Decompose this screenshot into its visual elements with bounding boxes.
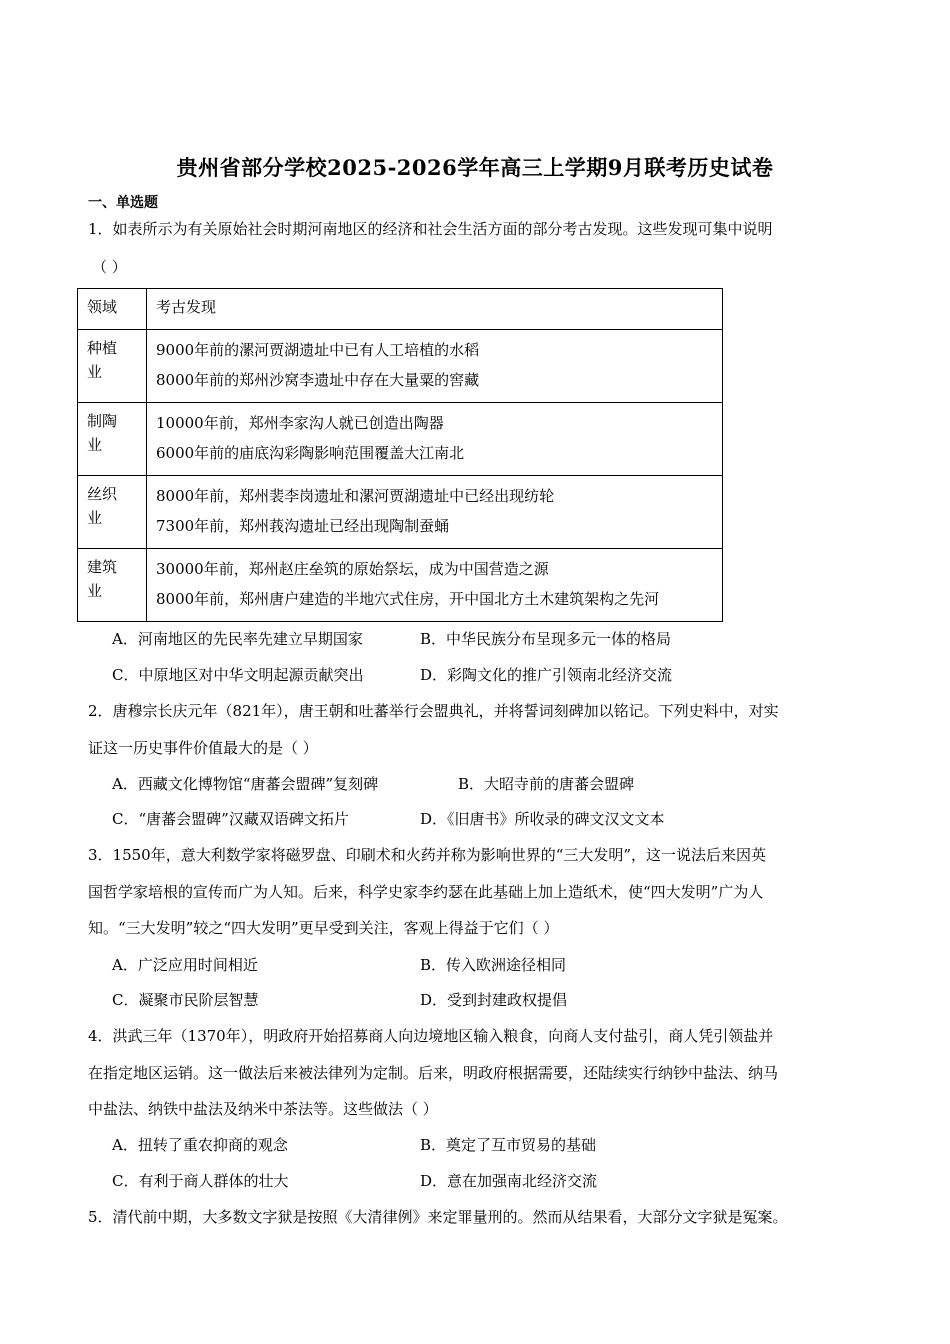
question-4-line-3: 中盐法、纳铁中盐法及纳米中茶法等。这些做法（ ）: [88, 1100, 438, 1118]
question-3-option-a[interactable]: A．广泛应用时间相近: [112, 956, 258, 974]
question-4-line-1: 4．洪武三年（1370年），明政府开始招募商人向边境地区输入粮食，向商人支付盐引，商人凭引领盐并: [88, 1027, 774, 1045]
question-1-option-d[interactable]: D．彩陶文化的推广引领南北经济交流: [420, 666, 673, 684]
table-header-find: 考古发现: [156, 298, 217, 316]
table-cell-find: 30000年前，郑州赵庄垒筑的原始祭坛，成为中国营造之源: [156, 560, 549, 578]
section-heading: 一、单选题: [88, 195, 158, 211]
archaeology-table: [77, 288, 723, 622]
table-cell-field: 建筑业: [87, 558, 118, 600]
table-cell-find: 8000年前，郑州裴李岗遗址和漯河贾湖遗址中已经出现纺轮: [156, 487, 555, 505]
table-row: [78, 476, 723, 549]
table-cell-find: 7300年前，郑州莪沟遗址已经出现陶制蚕蛹: [156, 517, 450, 535]
question-4-option-c[interactable]: C．有利于商人群体的壮大: [112, 1172, 289, 1190]
table-cell-find: 6000年前的庙底沟彩陶影响范围覆盖大江南北: [156, 444, 465, 462]
question-1-option-c[interactable]: C．中原地区对中华文明起源贡献突出: [112, 666, 364, 684]
question-2-option-d[interactable]: D．《旧唐书》所收录的碑文汉文文本: [420, 810, 665, 828]
question-4-option-a[interactable]: A．扭转了重农抑商的观念: [112, 1136, 288, 1154]
question-2-option-a[interactable]: A．西藏文化博物馆“唐蕃会盟碑”复刻碑: [112, 775, 379, 793]
table-row: [78, 549, 723, 622]
question-3-option-c[interactable]: C．凝聚市民阶层智慧: [112, 991, 259, 1009]
question-1-line-1: 1．如表所示为有关原始社会时期河南地区的经济和社会生活方面的部分考古发现。这些发现可集中说明: [88, 220, 773, 238]
question-1-option-b[interactable]: B．中华民族分布呈现多元一体的格局: [420, 630, 672, 648]
question-4-option-d[interactable]: D．意在加强南北经济交流: [420, 1172, 598, 1190]
table-cell-find: 9000年前的漯河贾湖遗址中已有人工培植的水稻: [156, 341, 480, 359]
question-5-line-1: 5．清代前中期，大多数文字狱是按照《大清律例》来定罪量刑的。然而从结果看，大部分文字狱是冤案。: [88, 1208, 788, 1226]
table-cell-field: 丝织业: [87, 485, 118, 527]
table-cell-field: 制陶业: [87, 412, 118, 454]
question-3-line-3: 知。“三大发明”较之“四大发明”更早受到关注，客观上得益于它们（ ）: [88, 919, 559, 937]
question-1-option-a[interactable]: A．河南地区的先民率先建立早期国家: [112, 630, 363, 648]
table-cell-field: 种植业: [87, 339, 118, 381]
question-2-line-1: 2．唐穆宗长庆元年（821年），唐王朝和吐蕃举行会盟典礼，并将誓词刻碑加以铭记。下列史料中，对实: [88, 702, 779, 720]
table-cell-find: 10000年前，郑州李家沟人就已创造出陶器: [156, 414, 444, 432]
question-3-line-2: 国哲学家培根的宣传而广为人知。后来，科学史家李约瑟在此基础上加上造纸术，使“四大发明”广为人: [88, 883, 764, 901]
table-header-row: [78, 289, 723, 330]
question-2-line-2: 证这一历史事件价值最大的是（ ）: [88, 739, 318, 757]
table-row: [78, 330, 723, 403]
table-row: [78, 403, 723, 476]
question-3-option-b[interactable]: B．传入欧洲途径相同: [420, 956, 567, 974]
table-header-field: 领域: [87, 298, 118, 316]
table-cell-find: 8000年前的郑州沙窝李遗址中存在大量粟的窖藏: [156, 371, 480, 389]
question-1-line-2: （ ）: [92, 258, 127, 276]
question-2-option-b[interactable]: B．大昭寺前的唐蕃会盟碑: [458, 775, 635, 793]
page-title: 贵州省部分学校2025-2026学年高三上学期9月联考历史试卷: [176, 155, 774, 180]
table-cell-find: 8000年前，郑州唐户建造的半地穴式住房，开中国北方土木建筑架构之先河: [156, 590, 660, 608]
question-3-option-d[interactable]: D．受到封建政权提倡: [420, 991, 568, 1009]
question-3-line-1: 3．1550年，意大利数学家将磁罗盘、印刷术和火药并称为影响世界的“三大发明”，这一说法后来因英: [88, 846, 767, 864]
question-4-option-b[interactable]: B．奠定了互市贸易的基础: [420, 1136, 597, 1154]
question-2-option-c[interactable]: C．“唐蕃会盟碑”汉藏双语碑文拓片: [112, 810, 349, 828]
question-4-line-2: 在指定地区运销。这一做法后来被法律列为定制。后来，明政府根据需要，还陆续实行纳钞中盐法、纳马: [88, 1064, 779, 1082]
